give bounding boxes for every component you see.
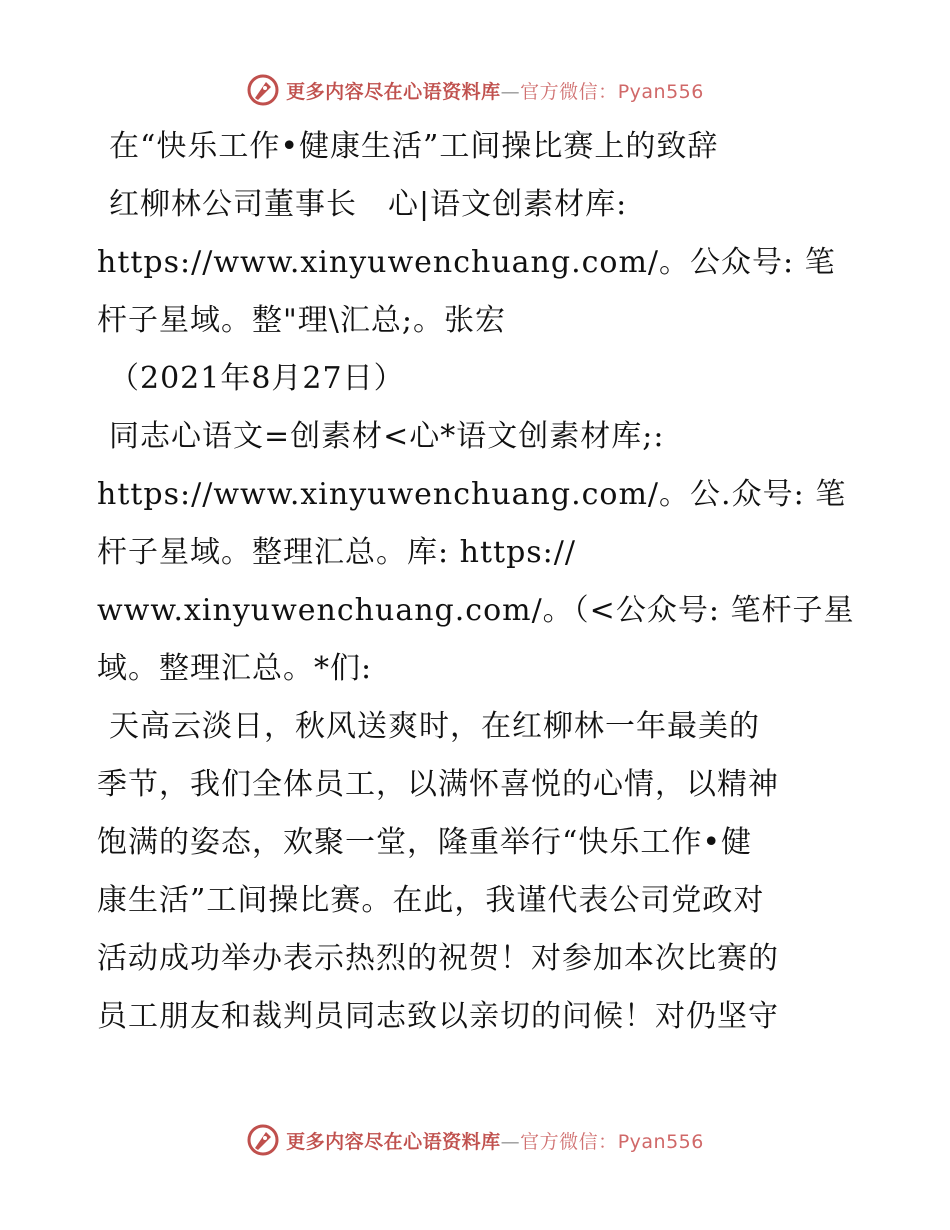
salutation-paragraph — [97, 408, 857, 698]
pen-nib-logo-icon — [246, 73, 280, 107]
banner-text: 更多内容尽在心语资料库—官方微信：Pyan556 — [286, 1130, 704, 1153]
body-line: 季节，我们全体员工，以满怀喜悦的心情，以精神 — [97, 767, 779, 802]
author-line: https://www.xinyuwenchuang.com/。公众号: 笔 — [97, 245, 836, 280]
document-body — [97, 118, 857, 1046]
author-line: 红柳林公司董事长 心|语文创素材库: — [109, 187, 628, 222]
salutation-line: 杆子星域。整理汇总。库: https:// — [97, 535, 576, 570]
body-line: 天高云淡日，秋风送爽时，在红柳林一年最美的 — [109, 709, 760, 744]
body-line: 康生活”工间操比赛。在此，我谨代表公司党政对 — [97, 883, 765, 918]
document-date: （2021年8月27日） — [109, 361, 405, 396]
body-line: 活动成功举办表示热烈的祝贺！对参加本次比赛的 — [97, 941, 779, 976]
salutation-line: 同志心语文=创素材<心*语文创素材库;: — [109, 419, 665, 454]
header-watermark-banner — [0, 70, 950, 110]
document-title: 在“快乐工作•健康生活”工间操比赛上的致辞 — [109, 129, 719, 164]
author-line: 杆子星域。整"理\汇总;。张宏 — [97, 303, 507, 338]
body-paragraph — [97, 698, 857, 1046]
salutation-line: 域。整理汇总。*们: — [97, 651, 373, 686]
body-line: 员工朋友和裁判员同志致以亲切的问候！对仍坚守 — [97, 999, 779, 1034]
author-paragraph — [97, 176, 857, 350]
pen-nib-logo-icon — [246, 1123, 280, 1157]
banner-text: 更多内容尽在心语资料库—官方微信：Pyan556 — [286, 80, 704, 103]
body-line: 饱满的姿态，欢聚一堂，隆重举行“快乐工作•健 — [97, 825, 753, 860]
salutation-line: https://www.xinyuwenchuang.com/。公.众号: 笔 — [97, 477, 847, 512]
salutation-line: www.xinyuwenchuang.com/。（<公众号: 笔杆子星 — [97, 593, 855, 628]
footer-watermark-banner — [0, 1120, 950, 1160]
